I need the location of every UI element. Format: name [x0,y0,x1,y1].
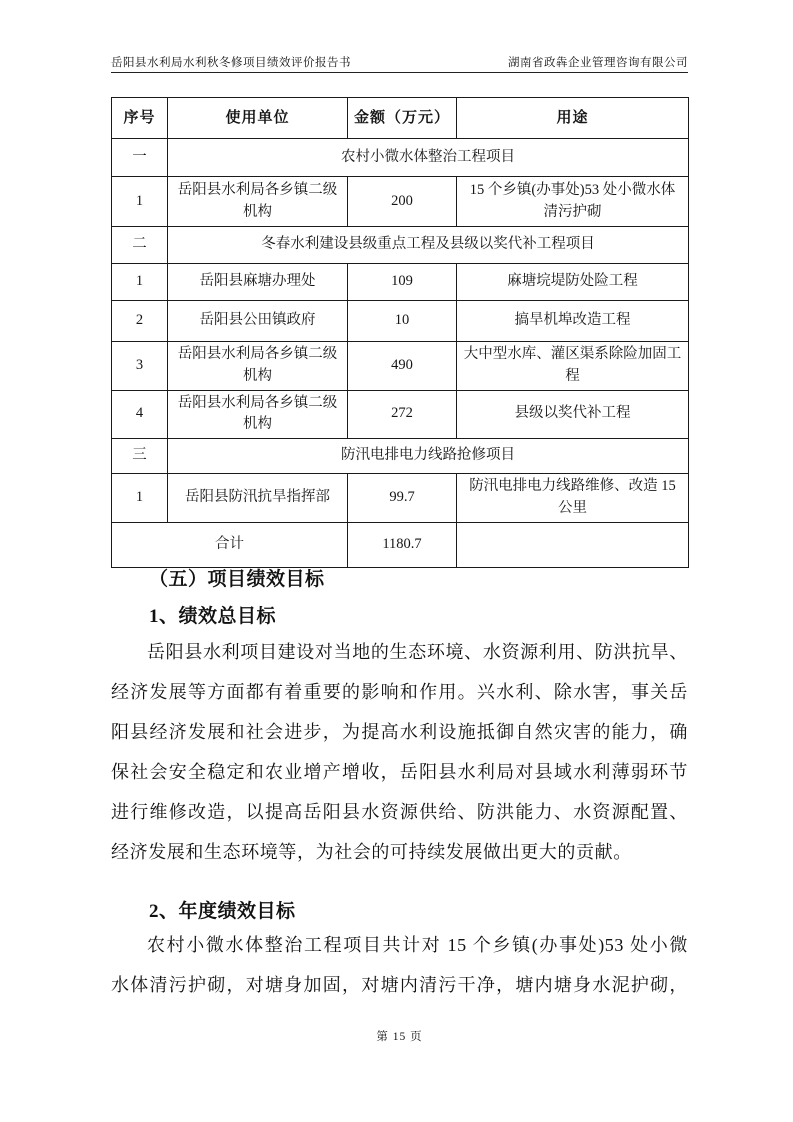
paragraph-line: 岳阳县水利项目建设对当地的生态环境、水资源利用、防洪抗旱、 [147,642,688,662]
cell-unit: 岳阳县水利局各乡镇二级机构 [168,177,348,227]
col-header-serial: 序号 [112,98,168,139]
paragraph-line: 经济发展等方面都有着重要的影响和作用。兴水利、除水害，事关岳 [111,682,688,702]
cell-use: 麻塘垸堤防处险工程 [457,264,689,301]
header-report-title: 岳阳县水利局水利秋冬修项目绩效评价报告书 [111,57,351,69]
page-header [111,48,688,73]
paragraph-line: 农村小微水体整治工程项目共计对 15 个乡镇(办事处)53 处小微 [147,935,688,955]
cell-section-title: 冬春水利建设县级重点工程及县级以奖代补工程项目 [168,227,689,264]
cell-amount: 200 [348,177,457,227]
cell-unit: 岳阳县水利局各乡镇二级机构 [168,390,348,439]
cell-serial: 三 [112,439,168,474]
subsection-heading-2: 2、年度绩效目标 [149,901,296,922]
cell-serial: 一 [112,139,168,177]
table-header-row [112,98,689,139]
cell-amount: 10 [348,301,457,342]
cell-amount: 272 [348,390,457,439]
section-heading-5: （五）项目绩效目标 [149,569,325,590]
total-row [112,522,689,567]
cell-serial: 2 [112,301,168,342]
cell-use: 县级以奖代补工程 [457,390,689,439]
cell-use: 大中型水库、灌区渠系除险加固工程 [457,342,689,391]
cell-serial: 1 [112,264,168,301]
paragraph-line: 进行维修改造，以提高岳阳县水资源供给、防洪能力、水资源配置、 [111,802,688,822]
cell-amount: 490 [348,342,457,391]
page-number: 第 15 页 [376,1031,423,1043]
section-row [112,439,689,474]
cell-unit: 岳阳县公田镇政府 [168,301,348,342]
paragraph-line: 水体清污护砌，对塘身加固，对塘内清污干净，塘内塘身水泥护砌， [111,975,688,995]
section-row [112,139,689,177]
paragraph-annual-goal [111,925,688,1005]
table-row [112,474,689,523]
cell-use: 搞旱机埠改造工程 [457,301,689,342]
col-header-amount: 金额（万元） [348,98,457,139]
cell-use: 防汛电排电力线路维修、改造 15 公里 [457,474,689,523]
col-header-unit: 使用单位 [168,98,348,139]
cell-serial: 3 [112,342,168,391]
cell-serial: 1 [112,474,168,523]
cell-serial: 1 [112,177,168,227]
table-row [112,264,689,301]
cell-amount: 109 [348,264,457,301]
paragraph-line: 经济发展和生态环境等，为社会的可持续发展做出更大的贡献。 [111,842,632,862]
cell-amount: 1180.7 [348,522,457,567]
cell-serial: 二 [112,227,168,264]
table-row [112,342,689,391]
table-row [112,177,689,227]
col-header-use: 用途 [457,98,689,139]
table-row [112,301,689,342]
paragraph-line: 保社会安全稳定和农业增产增收，岳阳县水利局对县域水利薄弱环节 [111,762,688,782]
header-company-name: 湖南省政犇企业管理咨询有限公司 [508,57,688,69]
table-row [112,390,689,439]
cell-section-title: 农村小微水体整治工程项目 [168,139,689,177]
funding-allocation-table [111,97,689,568]
cell-total-label: 合计 [112,522,348,567]
cell-section-title: 防汛电排电力线路抢修项目 [168,439,689,474]
section-row [112,227,689,264]
cell-unit: 岳阳县水利局各乡镇二级机构 [168,342,348,391]
cell-unit: 岳阳县防汛抗旱指挥部 [168,474,348,523]
cell-serial: 4 [112,390,168,439]
cell-amount: 99.7 [348,474,457,523]
subsection-heading-1: 1、绩效总目标 [149,606,277,627]
cell-unit: 岳阳县麻塘办理处 [168,264,348,301]
cell-use: 15 个乡镇(办事处)53 处小微水体清污护砌 [457,177,689,227]
cell-use [457,522,689,567]
paragraph-overall-goal [111,632,688,872]
paragraph-line: 阳县经济发展和社会进步，为提高水利设施抵御自然灾害的能力，确 [111,722,688,742]
